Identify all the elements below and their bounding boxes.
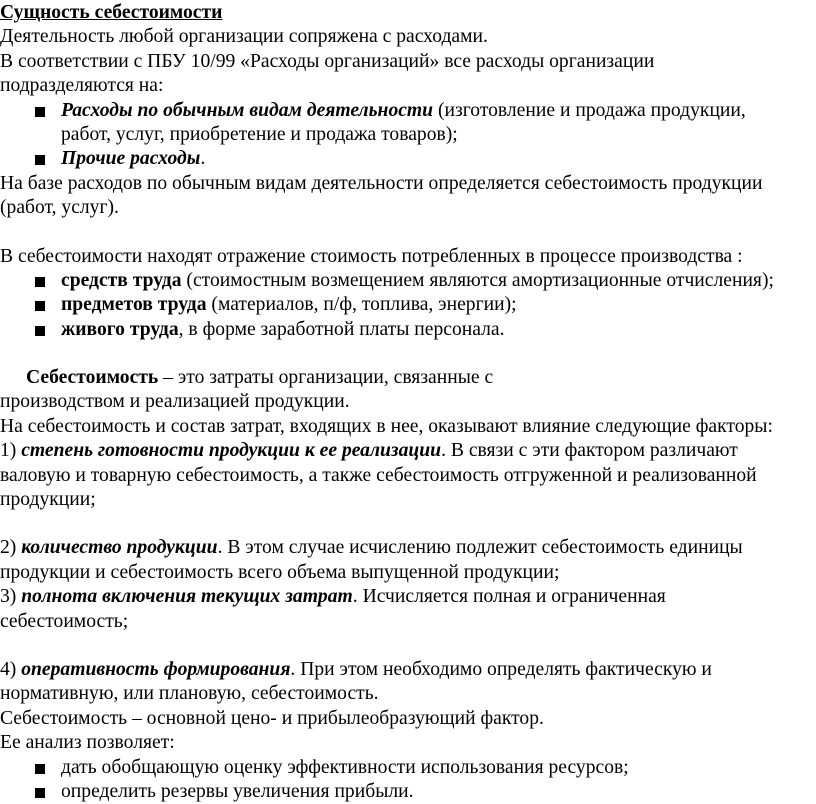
factor-1-line-2: валовую и товарную себестоимость, а также себестоимость отгруженной и реализованной [0, 464, 757, 486]
bullet-icon [35, 326, 45, 336]
factor-1-line-3: продукции; [0, 489, 96, 511]
factor-4-line-2: нормативную, или плановую, себестоимость. [0, 683, 379, 705]
list-item-ordinary-expenses: Расходы по обычным видам деятельности (изготовление и продажа продукции, [0, 99, 816, 123]
page-title: Сущность себестоимости [0, 2, 223, 23]
term: Себестоимость [26, 367, 159, 389]
definition-line-2: производством и реализацией продукции. [0, 391, 350, 413]
factor-3: 3) полнота включения текущих затрат. Исчисляется полная и ограниченная [0, 586, 666, 608]
intro-line-1: Деятельность любой организации сопряжена с расходами. [0, 26, 488, 48]
list-item-analysis-1: дать обобщающую оценку эффективности использования ресурсов; [0, 756, 816, 780]
term: предметов труда [61, 294, 207, 316]
term: Расходы по обычным видам деятельности [61, 99, 434, 121]
factors-intro: На себестоимость и состав затрат, входящих в нее, оказывают влияние следующие факторы: [0, 415, 773, 437]
bullet-icon [35, 788, 45, 798]
list-item-living-labor: живого труда, в форме заработной платы персонала. [0, 318, 816, 342]
list-item-continuation: работ, услуг, приобретение и продажа товаров); [61, 123, 458, 145]
factor-2-line-2: продукции и себестоимость всего объема выпущенной продукции; [0, 561, 560, 583]
list-item-means-of-labor: средств труда (стоимостным возмещением являются амортизационные отчисления); [0, 269, 816, 293]
intro-line-3: подразделяются на: [0, 75, 164, 97]
bullet-icon [35, 277, 45, 287]
definition-line-1: Себестоимость – это затраты организации, связанные с [26, 367, 494, 389]
intro-line-2: В соответствии с ПБУ 10/99 «Расходы организаций» все расходы организации [0, 50, 655, 72]
summary-line-2: Ее анализ позволяет: [0, 732, 175, 754]
list-item-other-expenses: Прочие расходы. [0, 147, 816, 171]
factor-2: 2) количество продукции. В этом случае исчислению подлежит себестоимость единицы [0, 537, 743, 559]
base-line-2: (работ, услуг). [0, 197, 119, 219]
list-item-analysis-2: определить резервы увеличения прибыли. [0, 780, 816, 804]
bullet-icon [35, 301, 45, 311]
reflection-intro: В себестоимости находят отражение стоимость потребленных в процессе производства : [0, 245, 743, 267]
list-item-objects-of-labor: предметов труда (материалов, п/ф, топлива, энергии); [0, 293, 816, 317]
bullet-icon [35, 107, 45, 117]
term: количество продукции [21, 537, 218, 559]
factor-4: 4) оперативность формирования. При этом необходимо определять фактическую и [0, 658, 712, 680]
base-line-1: На базе расходов по обычным видам деятельности определяется себестоимость продукции [0, 172, 763, 194]
summary-line-1: Себестоимость – основной цено- и прибылеобразующий фактор. [0, 707, 544, 729]
bullet-icon [35, 155, 45, 165]
term: степень готовности продукции к ее реализации [21, 440, 442, 462]
term: средств труда [61, 269, 182, 291]
term: оперативность формирования [21, 658, 291, 680]
term: Прочие расходы [61, 148, 201, 170]
factor-1: 1) степень готовности продукции к ее реализации. В связи с эти фактором различают [0, 440, 738, 462]
factor-3-line-2: себестоимость; [0, 610, 129, 632]
term: живого труда [61, 318, 179, 340]
term: полнота включения текущих затрат [21, 586, 353, 608]
bullet-icon [35, 764, 45, 774]
